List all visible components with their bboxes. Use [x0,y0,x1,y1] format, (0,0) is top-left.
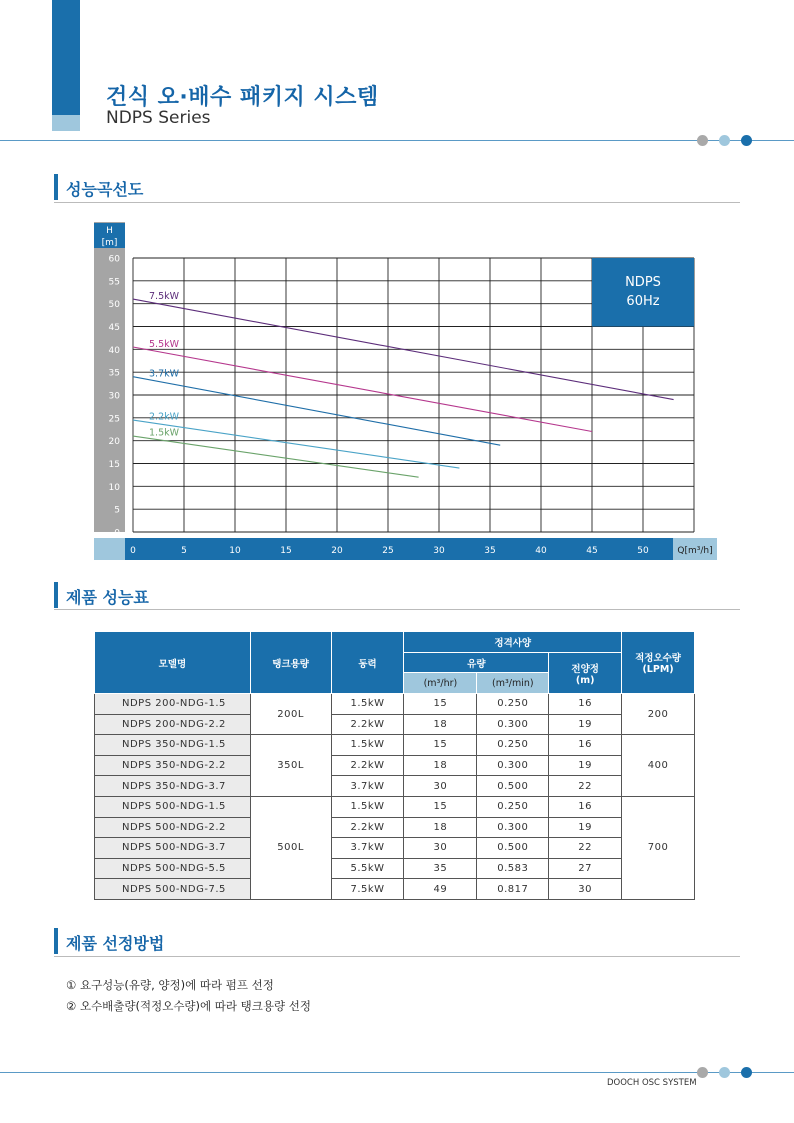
flow-hr-cell: 18 [404,755,477,776]
table-row [95,776,695,797]
header-rule [0,140,794,141]
header-accent-bar [52,0,80,115]
x-tick-label: 50 [637,546,649,556]
table-row [95,817,695,838]
flow-hr-cell: 15 [404,796,477,817]
table-row [95,735,695,756]
col-header-tank: 탱크용량 [250,632,331,694]
x-tick-label: 35 [484,546,496,556]
performance-curve-chart [94,222,734,564]
power-cell: 3.7kW [331,838,404,859]
table-row [95,838,695,859]
power-cell: 2.2kW [331,817,404,838]
table-row [95,694,695,715]
model-cell: NDPS 200-NDG-1.5 [95,694,251,715]
model-cell: NDPS 350-NDG-3.7 [95,776,251,797]
head-cell: 16 [549,735,622,756]
note-item: ② 오수배출량(적정오수량)에 따라 탱크용량 선정 [66,999,311,1013]
x-tick-label: 40 [535,546,547,556]
selection-notes [66,975,311,1017]
x-tick-label: 30 [433,546,445,556]
model-cell: NDPS 350-NDG-1.5 [95,735,251,756]
x-tick-label: 45 [586,546,598,556]
flow-min-cell: 0.500 [477,838,549,859]
head-cell: 22 [549,776,622,797]
footer-brand: DOOCH OSC SYSTEM [607,1078,697,1088]
series-line-3-7kW [133,377,500,446]
flow-hr-cell: 15 [404,735,477,756]
sewage-header-unit: (LPM) [642,664,674,675]
power-cell: 2.2kW [331,755,404,776]
model-cell: NDPS 350-NDG-2.2 [95,755,251,776]
footer-rule [0,1072,794,1073]
col-header-flow-min: (m³/min) [477,673,549,694]
flow-min-cell: 0.250 [477,694,549,715]
flow-hr-cell: 49 [404,879,477,900]
x-axis-corner [94,538,125,560]
chart-badge-text: 60Hz [626,294,660,309]
power-cell: 1.5kW [331,735,404,756]
chart-badge-text: NDPS [625,275,661,290]
footer-dot-light [719,1067,730,1078]
model-cell: NDPS 500-NDG-5.5 [95,858,251,879]
flow-min-cell: 0.250 [477,796,549,817]
x-tick-label: 15 [280,546,292,556]
y-axis-label: H [106,226,113,236]
y-tick-label: 40 [108,345,120,356]
col-header-sewage [622,632,695,694]
section-marker [54,928,58,954]
table-row [95,858,695,879]
col-header-rated: 정격사양 [404,632,622,653]
y-tick-label: 10 [108,482,120,493]
flow-min-cell: 0.817 [477,879,549,900]
col-header-power: 동력 [331,632,404,694]
table-row [95,714,695,735]
flow-hr-cell: 30 [404,838,477,859]
col-header-model: 모델명 [95,632,251,694]
table-row [95,796,695,817]
sewage-cell: 700 [622,796,695,899]
section-rule [54,956,740,957]
x-tick-label: 20 [331,546,343,556]
sewage-cell: 400 [622,735,695,797]
x-tick-label: 10 [229,546,241,556]
y-tick-label: 45 [108,323,120,333]
sewage-cell: 200 [622,694,695,735]
col-header-flow-hr: (m³/hr) [404,673,477,694]
note-item: ① 요구성능(유량, 양정)에 따라 펌프 선정 [66,978,274,992]
head-cell: 22 [549,838,622,859]
footer-dot-gray [697,1067,708,1078]
power-cell: 1.5kW [331,694,404,715]
head-cell: 19 [549,755,622,776]
chart-badge [592,258,694,327]
y-tick-label: 5 [114,505,120,516]
y-tick-label: 50 [108,300,120,311]
sewage-header-label: 적정오수량 [635,653,681,664]
y-tick-label: 35 [108,368,120,379]
flow-hr-cell: 35 [404,858,477,879]
series-label: 7.5kW [149,291,180,303]
series-label: 2.2kW [149,411,180,423]
head-cell: 27 [549,858,622,879]
series-label: 5.5kW [149,338,180,350]
col-header-flow: 유량 [404,653,549,673]
header-accent-bar-light [52,115,80,131]
flow-min-cell: 0.300 [477,817,549,838]
head-cell: 16 [549,694,622,715]
head-cell: 19 [549,817,622,838]
x-axis-label: Q[m³/h] [677,546,713,556]
model-cell: NDPS 500-NDG-1.5 [95,796,251,817]
tank-cell: 350L [250,735,331,797]
section-title-selection: 제품 선정방법 [66,934,165,953]
section-rule [54,609,740,610]
power-cell: 5.5kW [331,858,404,879]
head-cell: 30 [549,879,622,900]
tank-cell: 200L [250,694,331,735]
flow-min-cell: 0.300 [477,755,549,776]
col-header-head [549,653,622,694]
flow-hr-cell: 18 [404,817,477,838]
power-cell: 7.5kW [331,879,404,900]
y-axis-unit: [m] [101,238,118,248]
section-title-curve: 성능곡선도 [66,180,144,199]
series-label: 1.5kW [149,427,180,439]
page-title: 건식 오·배수 패키지 시스템 [106,85,379,110]
page-subtitle: NDPS Series [106,108,211,128]
flow-min-cell: 0.250 [477,735,549,756]
section-marker [54,174,58,200]
flow-hr-cell: 30 [404,776,477,797]
flow-hr-cell: 18 [404,714,477,735]
y-tick-label: 0 [114,528,120,539]
x-tick-label: 0 [130,546,136,556]
performance-table [94,631,695,900]
head-header-label: 전양정 [571,663,599,675]
model-cell: NDPS 500-NDG-7.5 [95,879,251,900]
header-dot-light [719,135,730,146]
model-cell: NDPS 200-NDG-2.2 [95,714,251,735]
section-marker [54,582,58,608]
tank-cell: 500L [250,796,331,899]
flow-min-cell: 0.300 [477,714,549,735]
model-cell: NDPS 500-NDG-2.2 [95,817,251,838]
footer-dot-dark [741,1067,752,1078]
section-title-table: 제품 성능표 [66,588,149,607]
y-tick-label: 30 [108,391,120,402]
flow-min-cell: 0.583 [477,858,549,879]
header-dot-dark [741,135,752,146]
y-tick-label: 15 [108,460,120,470]
table-row [95,879,695,900]
power-cell: 2.2kW [331,714,404,735]
head-cell: 16 [549,796,622,817]
section-rule [54,202,740,203]
head-cell: 19 [549,714,622,735]
series-line-2-2kW [133,420,459,468]
x-tick-label: 5 [181,546,187,556]
y-tick-label: 20 [108,437,120,448]
series-line-1-5kW [133,436,419,477]
power-cell: 3.7kW [331,776,404,797]
flow-min-cell: 0.500 [477,776,549,797]
x-tick-label: 25 [382,546,394,556]
flow-hr-cell: 15 [404,694,477,715]
table-row [95,755,695,776]
power-cell: 1.5kW [331,796,404,817]
y-tick-label: 55 [108,277,120,288]
head-header-unit: (m) [575,674,595,686]
series-label: 3.7kW [149,368,180,380]
y-tick-label: 60 [108,254,120,265]
model-cell: NDPS 500-NDG-3.7 [95,838,251,859]
header-dot-gray [697,135,708,146]
y-tick-label: 25 [108,414,120,425]
